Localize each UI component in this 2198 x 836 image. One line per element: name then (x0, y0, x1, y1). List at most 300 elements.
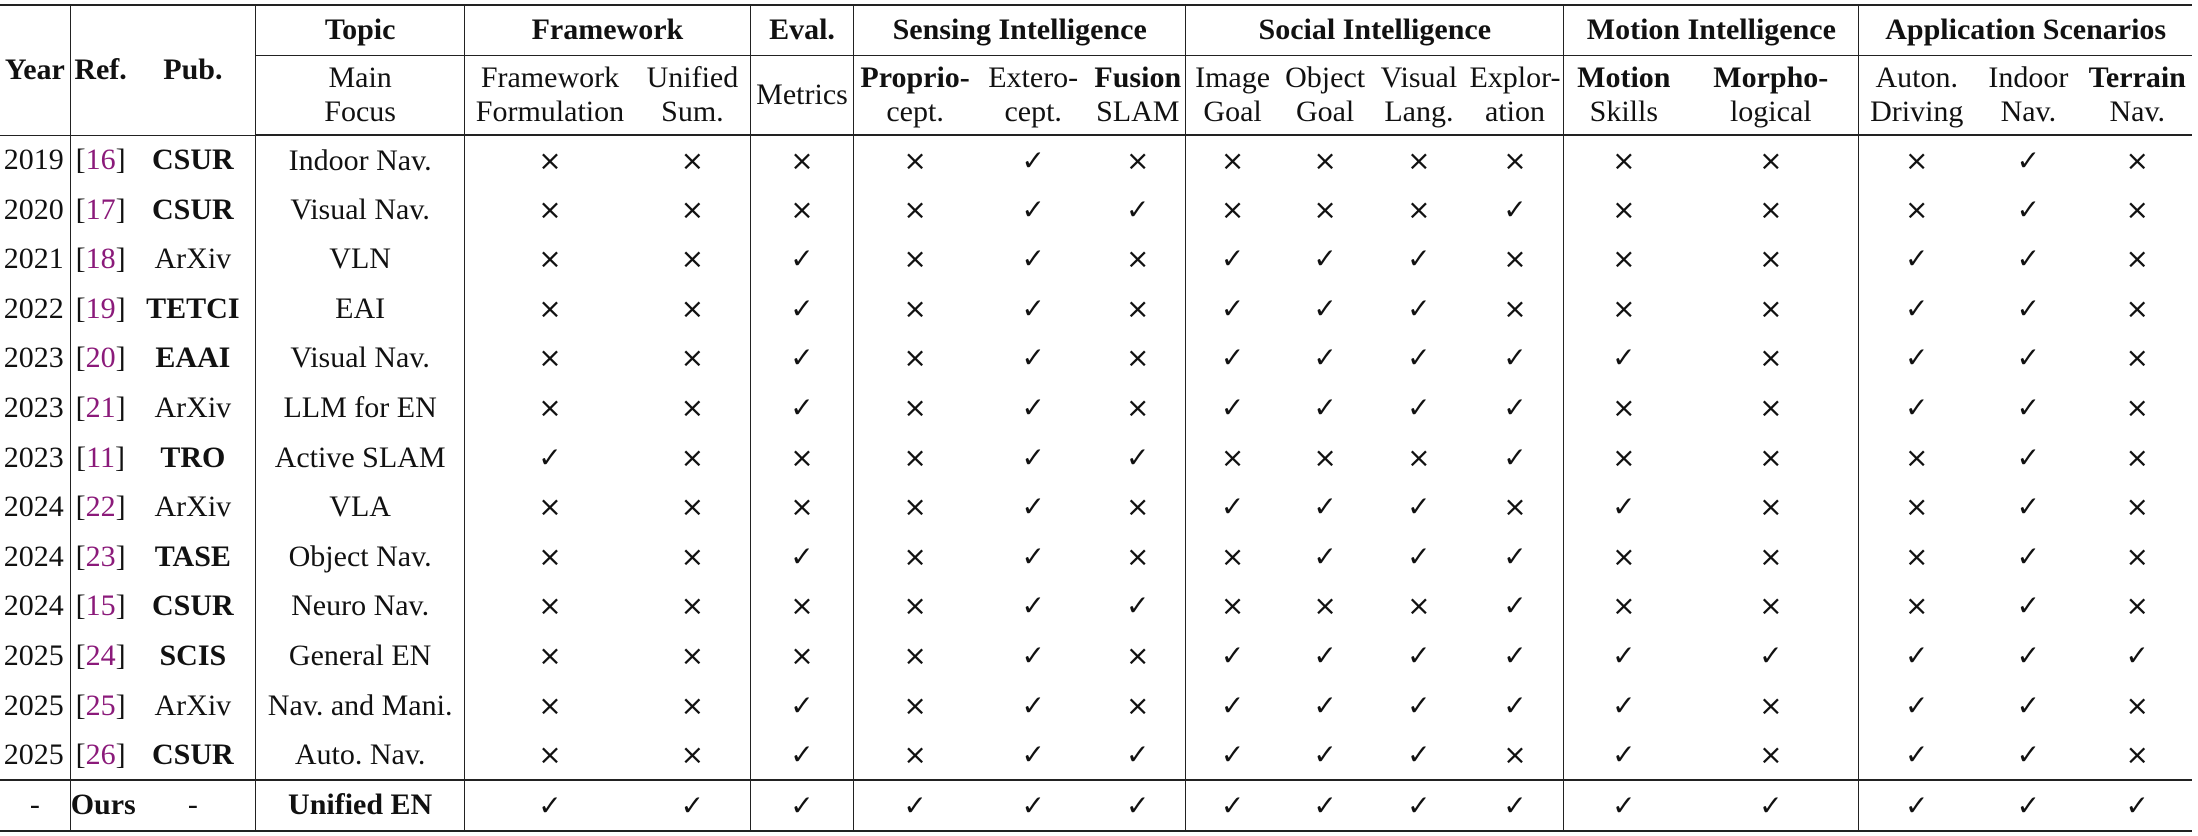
check-mark-icon: ✓ (1313, 391, 1337, 425)
subheader-fusion-slam: Fusion SLAM (1090, 55, 1185, 135)
check-mark-icon: ✓ (1313, 688, 1337, 722)
cross-mark-icon: × (903, 192, 927, 226)
check-mark-icon: ✓ (750, 681, 853, 731)
cross-mark-icon: × (1683, 383, 1859, 433)
cross-mark-icon: × (1612, 242, 1636, 276)
cross-mark-icon: × (538, 539, 562, 573)
cross-mark-icon: × (1220, 192, 1245, 226)
check-mark-icon: ✓ (1220, 391, 1245, 425)
check-mark-icon: ✓ (1090, 581, 1185, 631)
check-mark-icon: ✓ (1407, 242, 1431, 276)
check-mark-icon: ✓ (1021, 143, 1045, 177)
table-row (0, 284, 2192, 334)
check-mark-icon: ✓ (1407, 291, 1431, 325)
citation-link[interactable]: 24 (85, 638, 116, 672)
cell-ref: [24] (75, 638, 126, 672)
cross-mark-icon: × (1467, 284, 1564, 334)
cross-mark-icon: × (903, 143, 927, 177)
check-mark-icon: ✓ (1974, 780, 2082, 831)
cross-mark-icon: × (635, 730, 750, 780)
check-mark-icon: ✓ (2016, 539, 2041, 573)
table-row (0, 185, 2192, 235)
cross-mark-icon: × (1467, 135, 1564, 185)
check-mark-icon: ✓ (1220, 291, 1245, 325)
cross-mark-icon: × (1313, 440, 1337, 474)
cell-ref: [15] (75, 589, 126, 623)
cross-mark-icon: × (538, 737, 562, 771)
cell-pub: - (130, 780, 255, 831)
check-mark-icon: ✓ (1186, 780, 1279, 831)
check-mark-icon: ✓ (1313, 490, 1337, 524)
cell-pub: SCIS (130, 631, 255, 681)
header-topic: Topic (256, 5, 465, 55)
cell-year: 2021 (0, 234, 70, 284)
cross-mark-icon: × (903, 539, 927, 573)
cross-mark-icon: × (750, 581, 853, 631)
check-mark-icon: ✓ (1905, 341, 1929, 375)
check-mark-icon: ✓ (2016, 688, 2041, 722)
check-mark-icon: ✓ (1467, 185, 1564, 235)
check-mark-icon: ✓ (635, 780, 750, 831)
cell-topic: Indoor Nav. (256, 135, 465, 185)
cell-year: 2020 (0, 185, 70, 235)
cross-mark-icon: × (750, 482, 853, 532)
cross-mark-icon: × (1905, 440, 1929, 474)
subheader-exploration: Explor- ation (1467, 55, 1564, 135)
subheader-motion-skills: Motion Skills (1564, 55, 1683, 135)
cell-pub: TASE (130, 532, 255, 582)
check-mark-icon: ✓ (1467, 780, 1564, 831)
subheader-proprioception: Proprio- cept. (854, 55, 976, 135)
header-application: Application Scenarios (1859, 5, 2192, 55)
check-mark-icon: ✓ (1859, 780, 1974, 831)
cell-ref: [18] (75, 242, 126, 276)
check-mark-icon: ✓ (1021, 291, 1045, 325)
cell-year: 2023 (0, 433, 70, 483)
cross-mark-icon: × (2125, 688, 2149, 722)
check-mark-icon: ✓ (1021, 737, 1045, 771)
cross-mark-icon: × (538, 688, 562, 722)
check-mark-icon: ✓ (750, 383, 853, 433)
check-mark-icon: ✓ (1467, 532, 1564, 582)
check-mark-icon: ✓ (1021, 688, 1045, 722)
cell-topic: Unified EN (256, 780, 465, 831)
cross-mark-icon: × (903, 341, 927, 375)
check-mark-icon: ✓ (1220, 341, 1245, 375)
cell-year: 2025 (0, 730, 70, 780)
cross-mark-icon: × (1905, 539, 1929, 573)
cross-mark-icon: × (1313, 143, 1337, 177)
cross-mark-icon: × (903, 688, 927, 722)
check-mark-icon: ✓ (1612, 341, 1636, 375)
check-mark-icon: ✓ (1313, 291, 1337, 325)
cell-ref: [16] (75, 143, 126, 177)
header-framework: Framework (464, 5, 750, 55)
cell-year: 2024 (0, 482, 70, 532)
cross-mark-icon: × (635, 433, 750, 483)
check-mark-icon: ✓ (1905, 242, 1929, 276)
check-mark-icon: ✓ (2016, 440, 2041, 474)
check-mark-icon: ✓ (1612, 639, 1636, 673)
cross-mark-icon: × (2125, 242, 2149, 276)
cell-topic: Visual Nav. (256, 333, 465, 383)
check-mark-icon: ✓ (1467, 333, 1564, 383)
cell-pub: CSUR (130, 135, 255, 185)
table-row (0, 581, 2192, 631)
check-mark-icon: ✓ (1090, 780, 1185, 831)
cell-topic: Object Nav. (256, 532, 465, 582)
cross-mark-icon: × (635, 383, 750, 433)
cross-mark-icon: × (1612, 143, 1636, 177)
cell-ref: [26] (75, 737, 126, 771)
cell-year: 2019 (0, 135, 70, 185)
cell-year: - (0, 780, 70, 831)
subheader-indoor-nav: Indoor Nav. (1974, 55, 2082, 135)
cross-mark-icon: × (635, 532, 750, 582)
check-mark-icon: ✓ (2125, 639, 2149, 673)
subheader-terrain-nav: Terrain Nav. (2083, 55, 2192, 135)
cell-topic: Auto. Nav. (256, 730, 465, 780)
cross-mark-icon: × (1090, 482, 1185, 532)
subheader-main-focus: Main Focus (256, 55, 465, 135)
cell-topic: LLM for EN (256, 383, 465, 433)
cross-mark-icon: × (635, 234, 750, 284)
cross-mark-icon: × (1683, 433, 1859, 483)
check-mark-icon: ✓ (1467, 681, 1564, 731)
citation-link[interactable]: 22 (85, 490, 116, 524)
check-mark-icon: ✓ (1905, 291, 1929, 325)
check-mark-icon: ✓ (1090, 433, 1185, 483)
check-mark-icon: ✓ (1313, 341, 1337, 375)
subheader-object-goal: Object Goal (1279, 55, 1371, 135)
cross-mark-icon: × (1090, 383, 1185, 433)
cell-topic: Nav. and Mani. (256, 681, 465, 731)
cell-ref: [23] (75, 539, 126, 573)
check-mark-icon: ✓ (464, 780, 635, 831)
check-mark-icon: ✓ (1021, 639, 1045, 673)
cross-mark-icon: × (538, 490, 562, 524)
cell-topic: VLN (256, 234, 465, 284)
cross-mark-icon: × (1683, 681, 1859, 731)
subheader-framework-formulation: Framework Formulation (464, 55, 635, 135)
cross-mark-icon: × (1467, 730, 1564, 780)
cross-mark-icon: × (2125, 539, 2149, 573)
table-row (0, 383, 2192, 433)
table-body (0, 135, 2192, 831)
citation-link[interactable]: 15 (85, 589, 116, 623)
check-mark-icon: ✓ (1090, 185, 1185, 235)
table-row (0, 730, 2192, 780)
cross-mark-icon: × (1683, 135, 1859, 185)
table-row (0, 433, 2192, 483)
citation-link[interactable]: 19 (85, 291, 116, 325)
citation-link[interactable]: 20 (85, 341, 116, 375)
cross-mark-icon: × (538, 143, 562, 177)
cross-mark-icon: × (1407, 192, 1431, 226)
check-mark-icon: ✓ (1220, 688, 1245, 722)
check-mark-icon: ✓ (750, 730, 853, 780)
check-mark-icon: ✓ (1683, 780, 1859, 831)
check-mark-icon: ✓ (1407, 391, 1431, 425)
check-mark-icon: ✓ (1467, 631, 1564, 681)
check-mark-icon: ✓ (1021, 242, 1045, 276)
header-row-groups (0, 5, 2192, 55)
cross-mark-icon: × (1683, 234, 1859, 284)
table-row (0, 532, 2192, 582)
cross-mark-icon: × (2125, 737, 2149, 771)
check-mark-icon: ✓ (750, 284, 853, 334)
cross-mark-icon: × (903, 589, 927, 623)
check-mark-icon: ✓ (2016, 589, 2041, 623)
cross-mark-icon: × (635, 333, 750, 383)
cross-mark-icon: × (635, 681, 750, 731)
citation-link[interactable]: 26 (85, 737, 116, 771)
check-mark-icon: ✓ (1090, 730, 1185, 780)
cross-mark-icon: × (1612, 589, 1636, 623)
check-mark-icon: ✓ (1220, 242, 1245, 276)
cross-mark-icon: × (635, 581, 750, 631)
cross-mark-icon: × (635, 482, 750, 532)
check-mark-icon: ✓ (2016, 341, 2041, 375)
cell-topic: General EN (256, 631, 465, 681)
check-mark-icon: ✓ (2016, 291, 2041, 325)
check-mark-icon: ✓ (1407, 737, 1431, 771)
check-mark-icon: ✓ (1407, 539, 1431, 573)
cross-mark-icon: × (1407, 440, 1431, 474)
cross-mark-icon: × (1683, 581, 1859, 631)
cross-mark-icon: × (903, 737, 927, 771)
cell-pub: ArXiv (130, 681, 255, 731)
check-mark-icon: ✓ (2016, 639, 2041, 673)
cross-mark-icon: × (1090, 631, 1185, 681)
check-mark-icon: ✓ (1021, 490, 1045, 524)
cross-mark-icon: × (750, 631, 853, 681)
cell-year: 2022 (0, 284, 70, 334)
citation-link[interactable]: 23 (85, 539, 116, 573)
check-mark-icon: ✓ (538, 440, 562, 474)
check-mark-icon: ✓ (1905, 737, 1929, 771)
check-mark-icon: ✓ (1467, 383, 1564, 433)
check-mark-icon: ✓ (750, 333, 853, 383)
table-row (0, 482, 2192, 532)
cross-mark-icon: × (1683, 730, 1859, 780)
citation-link[interactable]: 11 (86, 440, 115, 474)
check-mark-icon: ✓ (2016, 391, 2041, 425)
citation-link[interactable]: 16 (85, 143, 116, 177)
cell-topic: Neuro Nav. (256, 581, 465, 631)
cross-mark-icon: × (1090, 284, 1185, 334)
check-mark-icon: ✓ (1021, 341, 1045, 375)
check-mark-icon: ✓ (2016, 242, 2041, 276)
check-mark-icon: ✓ (1407, 639, 1431, 673)
cross-mark-icon: × (1467, 482, 1564, 532)
header-motion: Motion Intelligence (1564, 5, 1859, 55)
cross-mark-icon: × (2125, 589, 2149, 623)
cell-ref: [20] (75, 341, 126, 375)
cross-mark-icon: × (538, 291, 562, 325)
cell-ref: [25] (75, 688, 126, 722)
check-mark-icon: ✓ (750, 234, 853, 284)
cross-mark-icon: × (538, 391, 562, 425)
citation-link[interactable]: 18 (85, 242, 116, 276)
cross-mark-icon: × (903, 391, 927, 425)
cross-mark-icon: × (2125, 341, 2149, 375)
cross-mark-icon: × (750, 433, 853, 483)
header-ref: Ref. (70, 5, 130, 135)
check-mark-icon: ✓ (1407, 490, 1431, 524)
check-mark-icon: ✓ (1021, 192, 1045, 226)
check-mark-icon: ✓ (1905, 639, 1929, 673)
cross-mark-icon: × (538, 589, 562, 623)
cross-mark-icon: × (2125, 291, 2149, 325)
cross-mark-icon: × (2125, 143, 2149, 177)
cross-mark-icon: × (903, 490, 927, 524)
cross-mark-icon: × (538, 242, 562, 276)
check-mark-icon: ✓ (1220, 639, 1245, 673)
cross-mark-icon: × (1407, 589, 1431, 623)
cross-mark-icon: × (1612, 440, 1636, 474)
cross-mark-icon: × (1683, 333, 1859, 383)
check-mark-icon: ✓ (854, 780, 976, 831)
check-mark-icon: ✓ (1407, 341, 1431, 375)
check-mark-icon: ✓ (1612, 688, 1636, 722)
cross-mark-icon: × (1313, 192, 1337, 226)
cell-topic: Visual Nav. (256, 185, 465, 235)
cross-mark-icon: × (2125, 440, 2149, 474)
cross-mark-icon: × (1407, 143, 1431, 177)
cross-mark-icon: × (1090, 681, 1185, 731)
check-mark-icon: ✓ (750, 532, 853, 582)
cross-mark-icon: × (1612, 291, 1636, 325)
table-row (0, 681, 2192, 731)
table-row (0, 234, 2192, 284)
cross-mark-icon: × (1683, 284, 1859, 334)
cross-mark-icon: × (2125, 490, 2149, 524)
cross-mark-icon: × (1683, 185, 1859, 235)
header-year: Year (0, 5, 70, 135)
check-mark-icon: ✓ (976, 780, 1090, 831)
check-mark-icon: ✓ (2016, 737, 2041, 771)
cross-mark-icon: × (1313, 589, 1337, 623)
cell-year: 2025 (0, 631, 70, 681)
cell-topic: EAI (256, 284, 465, 334)
check-mark-icon: ✓ (1467, 581, 1564, 631)
header-sensing: Sensing Intelligence (854, 5, 1186, 55)
check-mark-icon: ✓ (1313, 737, 1337, 771)
check-mark-icon: ✓ (1467, 433, 1564, 483)
cross-mark-icon: × (1220, 440, 1245, 474)
cross-mark-icon: × (1220, 589, 1245, 623)
cell-pub: ArXiv (130, 383, 255, 433)
check-mark-icon: ✓ (1220, 490, 1245, 524)
citation-link[interactable]: 25 (85, 688, 116, 722)
table-row (0, 333, 2192, 383)
cross-mark-icon: × (1905, 589, 1929, 623)
cell-year: 2024 (0, 581, 70, 631)
header-social: Social Intelligence (1186, 5, 1564, 55)
cross-mark-icon: × (1467, 234, 1564, 284)
cell-pub: CSUR (130, 730, 255, 780)
cross-mark-icon: × (903, 291, 927, 325)
cross-mark-icon: × (538, 639, 562, 673)
check-mark-icon: ✓ (1313, 539, 1337, 573)
check-mark-icon: ✓ (750, 780, 853, 831)
cell-ref: Ours (70, 780, 130, 831)
cross-mark-icon: × (750, 135, 853, 185)
header-eval: Eval. (750, 5, 853, 55)
subheader-image-goal: Image Goal (1186, 55, 1279, 135)
cross-mark-icon: × (903, 242, 927, 276)
cross-mark-icon: × (903, 440, 927, 474)
header-pub: Pub. (130, 5, 255, 135)
subheader-exteroception: Extero- cept. (976, 55, 1090, 135)
survey-comparison-table (0, 4, 2192, 832)
cell-topic: Active SLAM (256, 433, 465, 483)
cell-pub: EAAI (130, 333, 255, 383)
table-row-ours (0, 780, 2192, 831)
subheader-unified-sum: Unified Sum. (635, 55, 750, 135)
cell-year: 2023 (0, 333, 70, 383)
cell-year: 2025 (0, 681, 70, 731)
check-mark-icon: ✓ (1021, 589, 1045, 623)
table-row (0, 631, 2192, 681)
cell-pub: ArXiv (130, 482, 255, 532)
check-mark-icon: ✓ (1683, 631, 1859, 681)
cross-mark-icon: × (538, 192, 562, 226)
cross-mark-icon: × (2125, 192, 2149, 226)
cell-ref: [11] (76, 440, 125, 474)
cell-year: 2023 (0, 383, 70, 433)
cross-mark-icon: × (1612, 192, 1636, 226)
cell-ref: [22] (75, 490, 126, 524)
cross-mark-icon: × (1612, 539, 1636, 573)
check-mark-icon: ✓ (2016, 192, 2041, 226)
cell-ref: [21] (75, 390, 126, 424)
cross-mark-icon: × (1683, 482, 1859, 532)
cross-mark-icon: × (1612, 391, 1636, 425)
cross-mark-icon: × (635, 631, 750, 681)
check-mark-icon: ✓ (1564, 780, 1683, 831)
check-mark-icon: ✓ (1021, 440, 1045, 474)
subheader-morphological: Morpho- logical (1683, 55, 1859, 135)
cell-ref: [17] (75, 192, 126, 226)
citation-link[interactable]: 21 (85, 390, 116, 424)
citation-link[interactable]: 17 (85, 192, 116, 226)
cross-mark-icon: × (1683, 532, 1859, 582)
cross-mark-icon: × (1090, 333, 1185, 383)
cross-mark-icon: × (903, 639, 927, 673)
cross-mark-icon: × (750, 185, 853, 235)
cell-pub: ArXiv (130, 234, 255, 284)
cell-topic: VLA (256, 482, 465, 532)
cross-mark-icon: × (635, 185, 750, 235)
cell-year: 2024 (0, 532, 70, 582)
subheader-auton-driving: Auton. Driving (1859, 55, 1974, 135)
subheader-metrics: Metrics (750, 55, 853, 135)
cross-mark-icon: × (1905, 143, 1929, 177)
check-mark-icon: ✓ (1905, 688, 1929, 722)
cross-mark-icon: × (538, 341, 562, 375)
cross-mark-icon: × (1905, 490, 1929, 524)
check-mark-icon: ✓ (2083, 780, 2192, 831)
cross-mark-icon: × (1090, 532, 1185, 582)
check-mark-icon: ✓ (1313, 639, 1337, 673)
cell-pub: TRO (130, 433, 255, 483)
cross-mark-icon: × (635, 284, 750, 334)
cross-mark-icon: × (1220, 539, 1245, 573)
cell-pub: TETCI (130, 284, 255, 334)
check-mark-icon: ✓ (2016, 143, 2041, 177)
